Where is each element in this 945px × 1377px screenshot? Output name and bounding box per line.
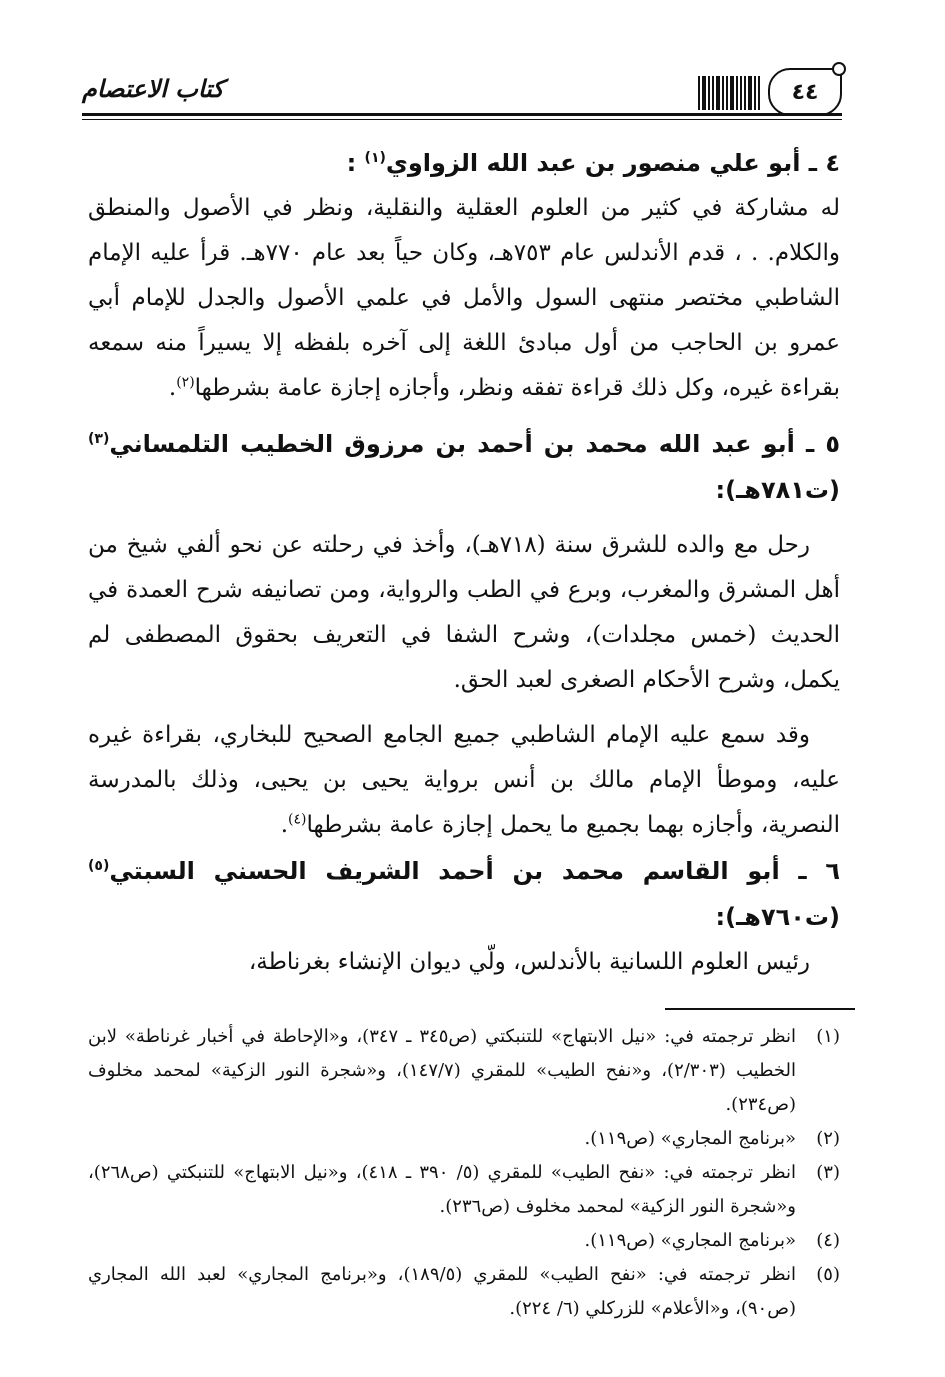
footnote-ref: (٣) xyxy=(88,431,110,447)
entry-title xyxy=(88,140,840,186)
footnote-text: «برنامج المجاري» (ص١١٩). xyxy=(584,1128,796,1149)
footnote xyxy=(88,1020,840,1122)
paragraph-tail: . xyxy=(168,375,177,401)
footnote-text: «برنامج المجاري» (ص١١٩). xyxy=(584,1230,796,1251)
page-header xyxy=(82,68,842,118)
entry-title xyxy=(88,848,840,940)
footnote-number: (٤) xyxy=(816,1230,840,1251)
badge-ring-ornament xyxy=(832,62,846,76)
paragraph xyxy=(88,940,840,985)
footnote-number: (١) xyxy=(816,1026,840,1047)
footnote-number: (٣) xyxy=(816,1162,840,1183)
paragraph-text: وقد سمع عليه الإمام الشاطبي جميع الجامع الصحيح للبخاري، بقراءة غيره عليه، وموطأ الإمام مالك بن أنس برواية يحيى بن يحيى، وذلك بالمدرسة النصرية، وأجازه بهما بجميع ما يحمل إجازة عامة بشرطها xyxy=(88,722,840,838)
entry-title-tail: (ت٧٨١هـ): xyxy=(715,476,840,504)
header-rule-thin xyxy=(82,119,842,120)
footnote-text: انظر ترجمته في: «نفح الطيب» للمقري (٥/ ٣٩٠ ـ ٤١٨)، و«نيل الابتهاج» للتنبكتي (ص٢٦٨)، و«شجرة النور الزكية» لمحمد مخلوف (ص٢٣٦). xyxy=(88,1162,796,1217)
footnote-separator xyxy=(665,1008,855,1010)
footnote-text: انظر ترجمته في: «نفح الطيب» للمقري (١٨٩/٥)، و«برنامج المجاري» لعبد الله المجاري (ص٩٠)، و«الأعلام» للزركلي (٦/ ٢٢٤). xyxy=(88,1264,796,1319)
paragraph xyxy=(88,186,840,411)
header-bars-ornament xyxy=(698,76,768,110)
footnote-number: (٥) xyxy=(816,1264,840,1285)
paragraph-text: رئيس العلوم اللسانية بالأندلس، ولّي ديوان الإنشاء بغرناطة، xyxy=(248,949,810,975)
paragraph xyxy=(88,523,840,703)
footnote-ref: (٤) xyxy=(288,811,307,828)
header-rule xyxy=(82,113,842,116)
footnote xyxy=(88,1156,840,1224)
footnote xyxy=(88,1122,840,1156)
paragraph xyxy=(88,713,840,848)
page-number-badge xyxy=(768,68,842,116)
footnote-ref: (٢) xyxy=(176,374,195,391)
footnote xyxy=(88,1258,840,1326)
footnote-ref: (٥) xyxy=(88,858,110,874)
paragraph-text: رحل مع والده للشرق سنة (٧١٨هـ)، وأخذ في رحلته عن نحو ألفي شيخ من أهل المشرق والمغرب، وبرع في الطب والرواية، ومن تصانيفه شرح العمدة في الحديث (خمس مجلدات)، وشرح الشفا في التعريف بحقوق المصطفى لم يكمل، وشرح الأحكام الصغرى لعبد الحق. xyxy=(88,532,840,693)
running-title: كتاب الاعتصام xyxy=(82,74,224,103)
entry-title-tail: (ت٧٦٠هـ): xyxy=(715,903,840,931)
entry-title xyxy=(88,421,840,513)
entry-title-text: ٥ ـ أبو عبد الله محمد بن أحمد بن مرزوق الخطيب التلمساني xyxy=(109,430,840,458)
footnote-ref: (١) xyxy=(364,150,386,166)
paragraph-tail: . xyxy=(280,812,289,838)
footnote xyxy=(88,1224,840,1258)
page-number: ٤٤ xyxy=(791,79,819,105)
footnote-text: انظر ترجمته في: «نيل الابتهاج» للتنبكتي (ص٣٤٥ ـ ٣٤٧)، و«الإحاطة في أخبار غرناطة» لابن الخطيب (٢/٣٠٣)، و«نفح الطيب» للمقري (١٤٧/٧)، و«شجرة النور الزكية» لمحمد مخلوف (ص٢٣٤). xyxy=(88,1026,797,1115)
entry-title-text: ٦ ـ أبو القاسم محمد بن أحمد الشريف الحسني السبتي xyxy=(109,857,840,885)
paragraph-text: له مشاركة في كثير من العلوم العقلية والنقلية، ونظر في الأصول والمنطق والكلام. . ، قدم الأندلس عام ٧٥٣هـ، وكان حياً بعد عام ٧٧٠هـ. قرأ عليه الإمام الشاطبي مختصر منتهى السول والأمل في علمي الأصول والجدل للإمام أبي عمرو بن الحاجب من أول مبادئ اللغة إلى آخره بلفظه إلا يسيراً منه سمعه بقراءة غيره، وكل ذلك قراءة تفقه ونظر، وأجازه إجازة عامة بشرطها xyxy=(88,195,841,401)
footnotes xyxy=(88,1020,840,1326)
main-text xyxy=(88,140,840,985)
footnote-number: (٢) xyxy=(816,1128,840,1149)
entry-title-tail: : xyxy=(346,149,357,177)
entry-title-text: ٤ ـ أبو علي منصور بن عبد الله الزواوي xyxy=(385,149,840,177)
